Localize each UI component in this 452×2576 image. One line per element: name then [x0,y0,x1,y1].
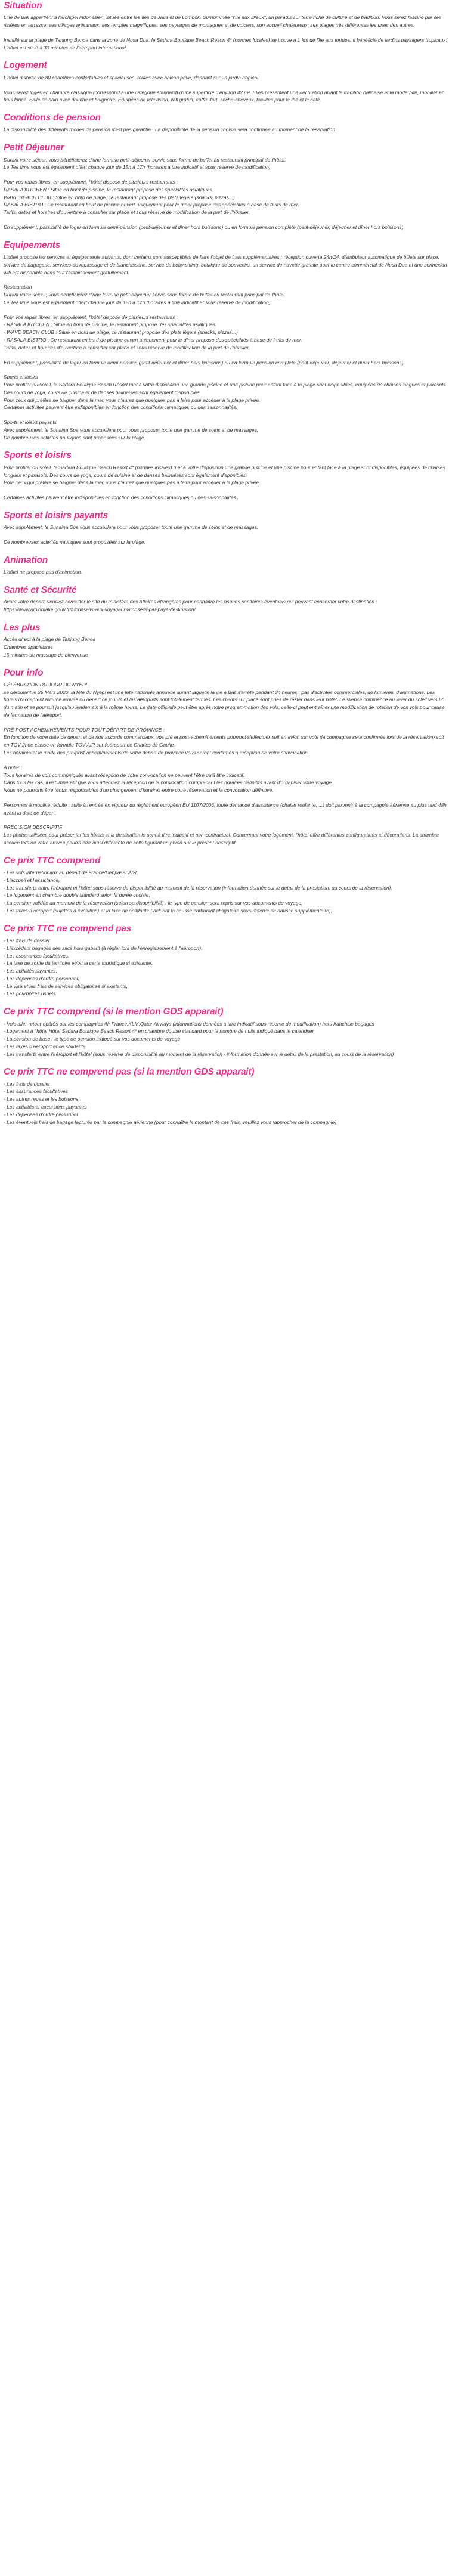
paragraph [4,283,448,306]
text-line: se déroulant le 25 Mars 2020, la fête du Nyepi est une fête nationale annuelle durant laquelle la vie à Bali s'arrête pendant 24 heures : pas d'activités commerciales, de lumières, d'animations. Les hôtels n'acceptent aucune arrivée ou départ ce jour-là et les aéroports sont totalement fermés. Les clients sur place sont priés de rester dans leur hôtel. Le silence commence au lever du soleil vers 6h du matin et se poursuit jusqu'au lendemain à la même heure. La date officielle peut être après notre programmation des vols, celle-ci peut entraîner une modification de rotation de vos vols pour cause de fermeture de l'aéroport. [4,689,445,718]
text-line: - Les dépenses d'ordre personnel, [4,975,79,982]
section-title: Ce prix TTC ne comprend pas (si la mention GDS apparait) [4,1067,255,1078]
paragraph [4,636,448,658]
paragraph [4,726,448,757]
section-title: Les plus [4,622,41,633]
section [4,1066,448,1126]
paragraph [4,314,448,352]
text-line: - RASALA BISTRO : Ce restaurant en bord de piscine ouvert uniquement pour le dîner propose des spécialités à base de fruits de mer. [4,337,302,343]
text-line: - L'accueil et l'assistance, [4,877,60,883]
text-line: - Le visa et les frais de services obligatoires si existants, [4,983,128,989]
text-line: Pour vos repas libres, en supplément, l'hôtel dispose de plusieurs restaurants : [4,179,178,185]
text-line: Avec supplément, le Sunaina Spa vous accueillera pour vous proposer toute une gamme de soins et de massages. [4,426,259,433]
text-line: - Les taxes d'aéroport et de solidarité [4,1043,86,1049]
text-line: Nous ne pourrons être tenus responsables d'un changement d'horaires entre votre réservation et la convocation définitive. [4,787,274,794]
paragraph [4,869,448,915]
text-line: - Les transferts entre l'aéroport et l'hôtel sous réserve de disponibilité au moment de la réservation (information donnée sur le détail de la prestation, au cours de la réservation), [4,884,392,891]
section [4,855,448,915]
text-line: RASALA KITCHEN : Situé en bord de piscine, le restaurant propose des spécialités asiatiques. [4,186,214,193]
text-line: - La pension de base : le type de pension indiqué sur vos documents de voyage [4,1036,181,1042]
paragraph [4,568,448,576]
text-line: - Les frais de dossier [4,1080,50,1087]
paragraph [4,36,448,52]
paragraph [4,801,448,817]
text-line: PRÉ-POST ACHEMINEMENTS POUR TOUT DÉPART DE PROVINCE : [4,726,165,733]
section [4,60,448,104]
section [4,142,448,231]
section-title: Pour info [4,667,44,678]
text-line: - Les activités payantes, [4,968,57,974]
text-line: Tous horaires de vols communiqués avant réception de votre convocation ne peuvent l'être qu'à titre indicatif. [4,772,245,778]
text-line: Les photos utilisées pour présenter les hôtels et la destination le sont à titre indicatif et non-contractuel. Concernant votre logement, l'hôtel offre différentes configurations et décorations. La chambre allouée lors de votre arrivée pourra être ainsi différente de celle figurant en photo sur le présent descriptif. [4,832,439,846]
section [4,450,448,501]
paragraph [4,253,448,276]
text-line: Le Tea time vous est également offert chaque jour de 15h à 17h (horaires à titre indicatif et sous réserve de modification). [4,299,272,305]
text-line: - Vols aller retour opérés par les compagnies Air France,KLM,Qatar Airways (informations données à titre indicatif sous réserve de modification) hors franchise bagages [4,1020,374,1027]
hotel-description-document [0,0,452,1137]
section [4,923,448,998]
text-line: Pour profiter du soleil, le Sadara Boutique Beach Resort met à votre disposition une grande piscine et une piscine pour enfant face à la plage sont disponibles, équipées de chaises longues et parasols. Des cours de yoga, cours de cuisine et de danses balinaises sont également disponibles. [4,382,447,395]
paragraph [4,89,448,104]
text-line: - WAVE BEACH CLUB : Situé en bord de plage, ce restaurant propose des plats légers (snacks, pizzas...) [4,329,238,336]
paragraph [4,359,448,367]
section [4,240,448,442]
text-line: - Les frais de dossier [4,937,50,943]
section-title: Ce prix TTC comprend [4,855,101,866]
text-line: Installé sur la plage de Tanjung Benoa dans la zone de Nusa Dua, le Sadara Boutique Beach Resort 4* (normes locales) se trouve à 1 km de l'île aux tortues. Il bénéficie de jardins paysagers tropicaux. L'hôtel est situé à 30 minutes de l'aéroport international. [4,36,447,51]
text-line: Sports et loisirs payants [4,419,57,426]
text-line: - Les autres repas et les boissons [4,1096,79,1103]
text-line: - Le logement en chambre double standard selon la durée choisie, [4,892,150,899]
text-line: L'hôtel ne propose pas d'animation. [4,569,82,575]
text-line: Certaines activités peuvent être indisponibles en fonction des conditions climatiques ou des saisonnalités. [4,494,237,501]
paragraph [4,524,448,531]
section-title: Situation [4,1,42,11]
paragraph [4,823,448,846]
text-line: A noter : [4,764,23,770]
text-line: - La pension validée au moment de la réservation (selon sa disponibilité) : le type de pension sera repris sur vos documents de voyage, [4,900,303,906]
text-line: Le Tea time vous est également offert chaque jour de 15h à 17h (horaires à titre indicatif et sous réserve de modification). [4,164,272,171]
section-title: Logement [4,60,47,71]
section-title: Sports et loisirs payants [4,510,109,521]
text-line: - Les assurances facultatives, [4,952,70,959]
text-line: PRÉCISION DESCRIPTIF [4,824,63,831]
text-line: En fonction de votre date de départ et de nos accords commerciaux, vos pré et post-acheminements pourront s'effectuer soit en avion sur vols (la compagnie sera confirmée lors de la réservation) soit en TGV 2nde classe en formule TGV AIR sur l'aéroport de Charles de Gaulle. [4,734,444,748]
paragraph [4,14,448,29]
text-line: Tarifs, dates et horaires d'ouverture à consulter sur place et sous réserve de modification de la part de l'hôtelier. [4,209,250,216]
paragraph [4,1080,448,1126]
text-line: Sports et loisirs [4,374,38,380]
paragraph [4,681,448,719]
text-line: - Les éventuels frais de bagage facturés par la compagnie aérienne (pour connaître le montant de ces frais, veuillez vous rapprocher de la compagnie) [4,1119,337,1125]
section-title: Ce prix TTC ne comprend pas [4,923,132,934]
text-line: La disponibilité des différents modes de pension n'est pas garantie . La disponibilité de la pension choisie sera confirmée au moment de la réservation [4,126,336,133]
text-line: En supplément, possibilité de loger en formule demi-pension (petit-déjeuner et dîner hors boissons) ou en formule pension complète (petit-déjeuner, déjeuner et dîner hors boissons). [4,359,405,366]
text-line: Durant votre séjour, vous bénéficierez d'une formule petit-déjeuner servie sous forme de buffet au restaurant principal de l'hôtel. [4,156,286,163]
section-title: Santé et Sécurité [4,584,77,595]
section [4,555,448,576]
section-title: Equipements [4,240,61,250]
paragraph [4,764,448,794]
text-line: De nombreuses activités nautiques sont proposées sur la plage. [4,539,145,546]
text-line: Les horaires et le mode des pré/post-acheminements de votre départ de province vous seront confirmés à réception de votre convocation. [4,750,309,756]
paragraph [4,494,448,501]
text-line: 15 minutes de massage de bienvenue [4,651,88,658]
text-line: Durant votre séjour, vous bénéficierez d'une formule petit-déjeuner servie sous forme de buffet au restaurant principal de l'hôtel. [4,292,286,298]
section [4,1006,448,1058]
text-line: - Les transferts entre l'aéroport et l'hôtel (sous réserve de disponibilité au moment de la réservation - information donnée sur le détail de la prestation, au cours de la réservation) [4,1051,394,1057]
text-line: L'île de Bali appartient à l'archipel indonésien, située entre les îles de Java et de Lombok. Surnommée "l'île aux Dieux", un paradis sur terre riche de culture et de tradition. Vous serez fasciné par ses rizières en terrasse, ses villages artisanaux, ses temples magnifiques, ses paysages de montagnes et de volcans, son accueil chaleureux, ses plages très différentes les unes des autres. [4,14,442,29]
paragraph [4,156,448,172]
text-line: - Les assurances facultatives [4,1088,68,1095]
paragraph [4,224,448,231]
text-line: L'hôtel propose les services et équipements suivants, dont certains sont susceptibles de faire l'objet de frais supplémentaires : réception ouverte 24h/24, distributeur automatique de billets sur place, service de bagagerie, services de repassage et de blanchisserie, service de boby-sitting, boutique de souvenirs, un service de navette gratuite pour le centre commercial de Nusa Dua et une connexion wifi est disponible dans tout l'établissement gratuitement. [4,254,447,275]
text-line: Dans tous les cas, il est impératif que vous attendiez la réception de la convocation comprenant les horaires définitifs avant d'organiser votre voyage. [4,779,333,786]
text-line: Pour ceux qui préfère se baigner dans la mer, vous n'aurez que quelques pas à faire pour accéder à la plage privée. [4,397,261,403]
text-line: - Logement à l'hôtel Hôtel Sadara Boutique Beach Resort 4* en chambre double standard pour le nombre de nuits indiqué dans le calendrier [4,1028,314,1035]
section-title: Sports et loisirs [4,450,72,461]
text-line: - L'excédent bagages des sacs hors gabarit (à régler lors de l'enregistrement à l'aéroport), [4,945,203,951]
text-line: L'hôtel dispose de 80 chambres confortables et spacieuses, toutes avec balcon privé, donnant sur un jardin tropical. [4,74,260,80]
text-line: Chambres spacieuses [4,643,53,650]
paragraph [4,598,448,614]
section [4,510,448,546]
text-line: Pour vos repas libres, en supplément, l'hôtel dispose de plusieurs restaurants : [4,314,178,320]
text-line: - Les taxes d'aéroport (sujettes à évolution) et la taxe de solidarité (incluant la hausse carburant obligatoire sous réserve de hausse supplémentaire). [4,907,332,914]
text-line: Accès direct à la plage de Tanjung Benoa [4,636,96,643]
text-line: Tarifs, dates et horaires d'ouverture à consulter sur place et sous réserve de modification de la part de l'hôtelier. [4,344,250,351]
section [4,0,448,51]
section-title: Conditions de pension [4,113,101,123]
paragraph [4,178,448,216]
text-line: WAVE BEACH CLUB : Situé en bord de plage, ce restaurant propose des plats légers (snacks, pizzas...) [4,194,235,200]
text-line: En supplément, possibilité de loger en formule demi-pension (petit-déjeuner et dîner hors boissons) ou en formule pension complète (petit-déjeuner, déjeuner et dîner hors boissons). [4,224,405,230]
section [4,584,448,614]
text-line: - Les dépenses d'ordre personnel [4,1111,78,1117]
section [4,112,448,134]
paragraph [4,464,448,487]
text-line: Restauration [4,284,32,290]
section [4,667,448,847]
text-line: Vous serez logés en chambre classique (correspond à une catégorie standard) d'une superficie d'environ 42 m². Elles présentent une décoration alliant la tradition balinaise et la modernité, mobilier en bois foncé. Salle de bain avec douche et baignoire. Équipées de télévision, wifi gratuit, coffre-fort, sèche-cheveux, facilités pour le thé et le café. [4,89,445,103]
text-line: De nombreuses activités nautiques sont proposées sur la plage. [4,434,145,441]
text-line: - La taxe de sortie du territoire et/ou la carte touristique si existante, [4,960,153,967]
text-line: Avec supplément, le Sunaina Spa vous accueillera pour vous proposer toute une gamme de soins et de massages. [4,524,259,531]
paragraph [4,373,448,411]
text-line: - Les pourboires usuels. [4,990,57,997]
text-line: Certaines activités peuvent être indisponibles en fonction des conditions climatiques ou des saisonnalités. [4,404,237,411]
section-title: Ce prix TTC comprend (si la mention GDS apparait) [4,1007,224,1017]
section-title: Animation [4,555,48,565]
paragraph [4,419,448,441]
paragraph [4,126,448,134]
paragraph [4,1020,448,1058]
text-line: Avant votre départ, veuillez consulter le site du ministère des Affaires étrangères pour connaître les risques sanitaires éventuels qui peuvent concerner votre destination : https://www.diplomatie.gouv.fr/fr/conseils-aux-voyageurs/conseils-par-pays-destination/ [4,599,377,613]
text-line: - Les vols internationaux au départ de France/Denpasar A/R, [4,869,138,876]
section [4,622,448,659]
text-line: CÉLÉBRATION DU JOUR DU NYEPI : [4,681,90,688]
text-line: - RASALA KITCHEN : Situé en bord de piscine, le restaurant propose des spécialités asiatiques. [4,321,217,328]
text-line: - Les activités et excursions payantes [4,1104,87,1110]
text-line: Personnes à mobilité réduite : suite à l'entrée en vigueur du règlement européen EU 1107/2006, toute demande d'assistance (chaise roulante, ...) doit parvenir à la compagnie aérienne au plus tard 48h avant la date de départ. [4,801,447,816]
paragraph [4,538,448,546]
section-title: Petit Déjeuner [4,143,64,153]
paragraph [4,74,448,82]
text-line: RASALA BISTRO : Ce restaurant en bord de piscine ouvert uniquement pour le dîner propose des spécialités à base de fruits de mer. [4,202,299,208]
text-line: Pour ceux qui préfère se baigner dans la mer, vous n'aurez que quelques pas à faire pour accéder à la plage privée. [4,479,261,486]
paragraph [4,937,448,998]
text-line: Pour profiter du soleil, le Sadara Boutique Beach Resort 4* (normes locales) met à votre disposition une grande piscine et une piscine pour enfant face à la plage sont disponibles, équipées de chaises longues et parasols. Des cours de yoga, cours de cuisine et de danses balinaises sont également disponibles. [4,464,445,478]
